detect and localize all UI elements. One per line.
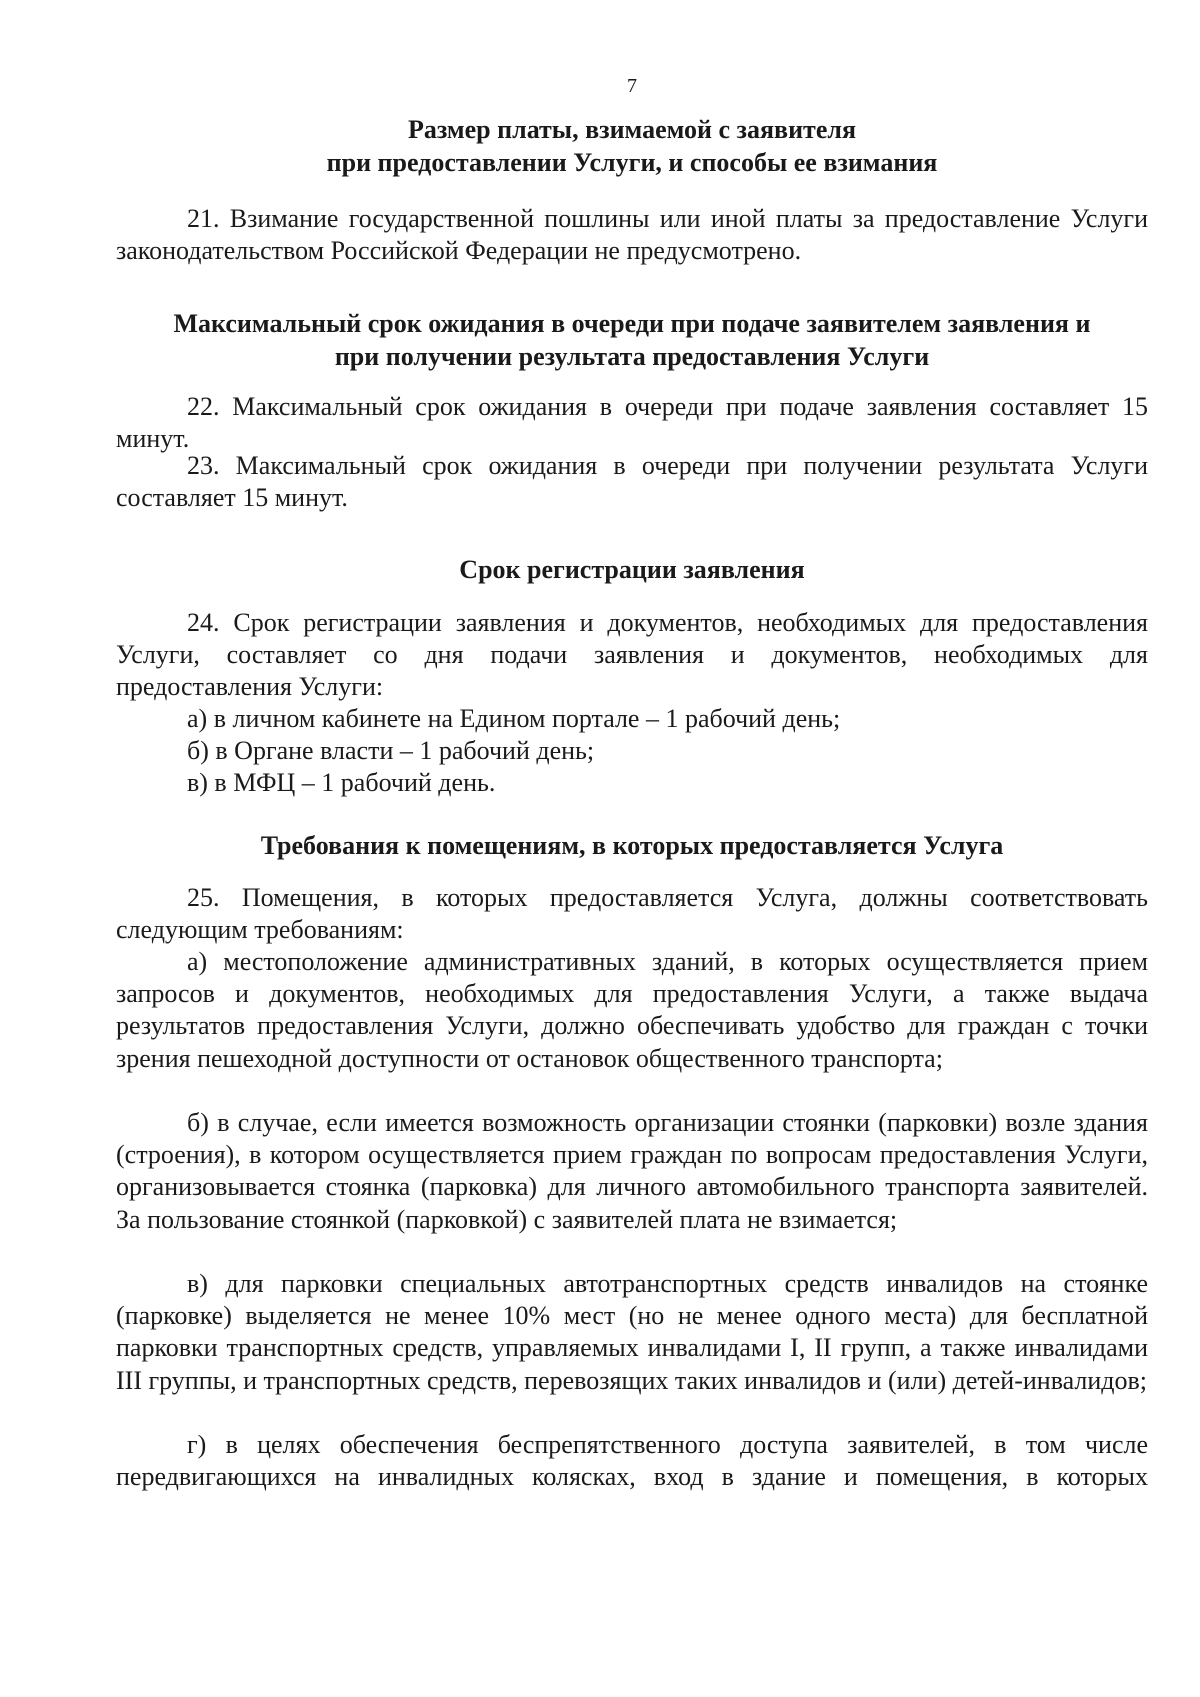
paragraph-25b: б) в случае, если имеется возможность организации стоянки (парковки) возле здания (строения), в котором осуществляется прием граждан по вопросам предоставления Услуги, организовывается стоянка (парковка) для личного автомобильного транспорта заявителей. За пользование стоянкой (парковкой) с заявителей плата не взимается; <box>116 1108 1148 1234</box>
section-heading-registration <box>116 553 1148 586</box>
list-item: в) в МФЦ – 1 рабочий день. <box>187 768 496 798</box>
heading-line: при предоставлении Услуги, и способы ее взимания <box>326 148 938 177</box>
paragraph-25v: в) для парковки специальных автотранспортных средств инвалидов на стоянке (парковке) выделяется не менее 10% мест (но не менее одного места) для бесплатной парковки транспортных средств, управляемых инвалидами I, II групп, а также инвалидами III группы, и транспортных средств, перевозящих таких инвалидов и (или) детей-инвалидов; <box>116 1269 1148 1395</box>
paragraph-25: 25. Помещения, в которых предоставляется Услуга, должны соответствовать следующим требованиям: <box>116 883 1148 945</box>
list-item: б) в Органе власти – 1 рабочий день; <box>187 736 595 766</box>
paragraph-21: 21. Взимание государственной пошлины или иной платы за предоставление Услуги законодательством Российской Федерации не предусмотрено. <box>116 204 1148 266</box>
page-number: 7 <box>627 75 637 97</box>
list-item: а) в личном кабинете на Едином портале – 1 рабочий день; <box>187 704 841 733</box>
heading-line: Размер платы, взимаемой с заявителя <box>407 115 857 144</box>
paragraph-22: 22. Максимальный срок ожидания в очереди при подаче заявления составляет 15 минут. <box>116 392 1148 454</box>
heading-line: Требования к помещениям, в которых предоставляется Услуга <box>260 831 1004 860</box>
paragraph-23: 23. Максимальный срок ожидания в очереди при получении результата Услуги составляет 15 минут. <box>116 451 1148 513</box>
section-heading-queue <box>116 307 1148 373</box>
heading-line: Максимальный срок ожидания в очереди при подаче заявителем заявления и <box>173 309 1091 338</box>
paragraph-25g: г) в целях обеспечения беспрепятственного доступа заявителей, в том числе передвигающихся на инвалидных колясках, вход в здание и помещения, в которых <box>116 1430 1148 1492</box>
registration-list <box>187 703 1148 800</box>
paragraph-25a: а) местоположение административных зданий, в которых осуществляется прием запросов и документов, необходимых для предоставления Услуги, а также выдача результатов предоставления Услуги, должно обеспечивать удобство для граждан с точки зрения пешеходной доступности от остановок общественного транспорта; <box>116 947 1148 1073</box>
section-heading-fee <box>116 113 1148 179</box>
heading-line: Срок регистрации заявления <box>459 555 805 584</box>
paragraph-24: 24. Срок регистрации заявления и документов, необходимых для предоставления Услуги, составляет со дня подачи заявления и документов, необходимых для предоставления Услуги: <box>116 608 1148 702</box>
heading-line: при получении результата предоставления Услуги <box>334 342 930 371</box>
section-heading-premises <box>116 829 1148 862</box>
